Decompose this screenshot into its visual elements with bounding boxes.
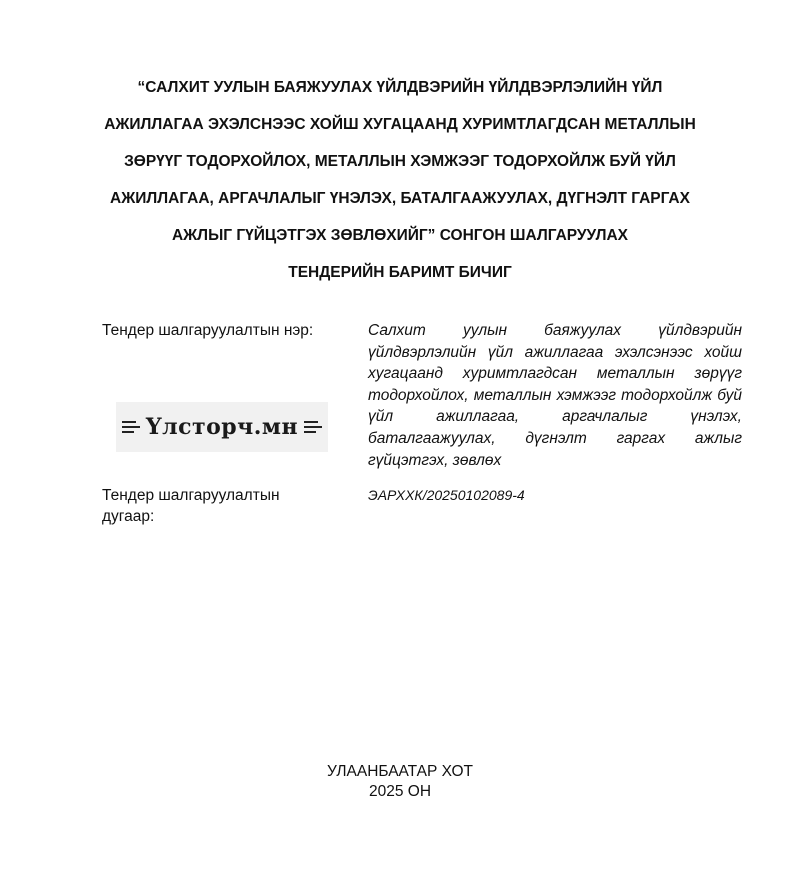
title-line-1: “САЛХИТ УУЛЫН БАЯЖУУЛАХ ҮЙЛДВЭРИЙН ҮЙЛДВЭРЛЭЛИЙН ҮЙЛ xyxy=(137,78,663,96)
footer-year: 2025 ОН xyxy=(368,783,432,800)
watermark-left-lines-icon xyxy=(122,421,140,433)
document-footer xyxy=(0,762,800,802)
watermark-right-lines-icon xyxy=(304,421,322,433)
watermark-logo xyxy=(116,402,328,452)
document-title xyxy=(70,60,730,301)
watermark-text: Үлсторч.мн xyxy=(145,413,299,440)
tender-number-label: Тендер шалгаруулалтын дугаар: xyxy=(102,487,280,526)
tender-info-table xyxy=(102,320,742,527)
footer-city: УЛААНБААТАР ХОТ xyxy=(327,763,473,780)
tender-name-label: Тендер шалгаруулалтын нэр: xyxy=(102,322,314,339)
tender-name-label-cell xyxy=(102,320,368,440)
title-line-3: ЗӨРҮҮГ ТОДОРХОЙЛОХ, МЕТАЛЛЫН ХЭМЖЭЭГ ТОДОРХОЙЛЖ БУЙ ҮЙЛ xyxy=(124,152,676,170)
title-line-2: АЖИЛЛАГАА ЭХЭЛСНЭЭС ХОЙШ ХУГАЦААНД ХУРИМТЛАГДСАН МЕТАЛЛЫН xyxy=(104,115,696,133)
tender-name-value: Салхит уулын баяжуулах үйлдвэрийн үйлдвэрлэлийн үйл ажиллагаа эхэлсэнээс хойш хугацаанд хуримтлагдсан металлын зөрүүг тодорхойлох, металлын хэмжээг тодорхойлж буй үйл ажиллагаа, аргачлалыг үнэлэх, баталгаажуулах, дүгнэлт гаргах ажлыг гүйцэтгэх, зөвлөх xyxy=(368,322,742,469)
tender-number-row xyxy=(102,485,742,527)
tender-name-row xyxy=(102,320,742,471)
title-line-5: АЖЛЫГ ГҮЙЦЭТГЭХ ЗӨВЛӨХИЙГ” СОНГОН ШАЛГАРУУЛАХ xyxy=(171,226,629,244)
title-line-6: ТЕНДЕРИЙН БАРИМТ БИЧИГ xyxy=(288,263,512,281)
title-line-4: АЖИЛЛАГАА, АРГАЧЛАЛЫГ ҮНЭЛЭХ, БАТАЛГААЖУУЛАХ, ДҮГНЭЛТ ГАРГАХ xyxy=(110,189,690,207)
tender-number-value: ЭАРХХК/20250102089-4 xyxy=(368,487,525,504)
